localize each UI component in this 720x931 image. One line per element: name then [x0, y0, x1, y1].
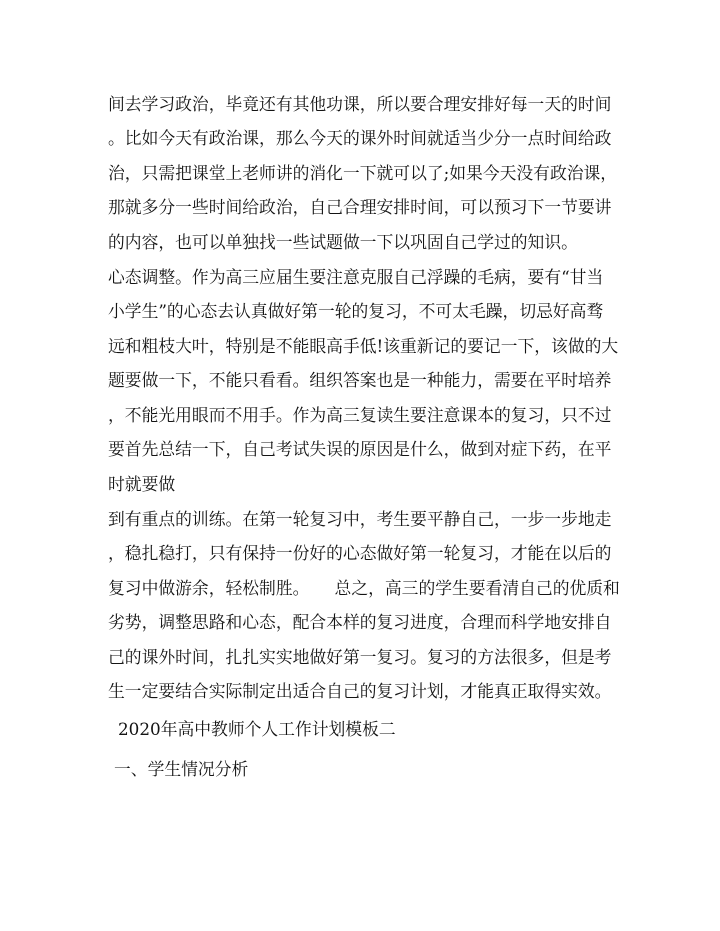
body-text-line: 远和粗枝大叶，特别是不能眼高手低!该重新记的要记一下，该做的大	[108, 336, 619, 356]
subsection-heading: 一、学生情况分析	[114, 759, 249, 779]
body-text-line: 己的课外时间，扎扎实实地做好第一复习。复习的方法很多，但是考	[108, 647, 612, 667]
body-text-line: 心态调整。作为高三应届生要注意克服自己浮躁的毛病，要有“甘当	[108, 267, 604, 287]
body-text-line: 的内容，也可以单独找一些试题做一下以巩固自己学过的知识。	[108, 232, 578, 252]
body-text-line: 小学生”的心态去认真做好第一轮的复习，不可太毛躁，切忌好高骛	[108, 301, 604, 321]
body-text-line: 时就要做	[108, 474, 176, 494]
body-text-line: 间去学习政治，毕竟还有其他功课，所以要合理安排好每一天的时间	[108, 94, 612, 114]
body-text-line: ，不能光用眼而不用手。作为高三复读生要注意课本的复习，只不过	[108, 405, 612, 425]
body-text-line: 劣势，调整思路和心态，配合本样的复习进度，合理而科学地安排自	[108, 612, 612, 632]
body-text-line: 治，只需把课堂上老师讲的消化一下就可以了;如果今天没有政治课，	[108, 163, 618, 183]
body-text-line: 。比如今天有政治课，那么今天的课外时间就适当少分一点时间给政	[108, 128, 612, 148]
body-text-line: 到有重点的训练。在第一轮复习中，考生要平静自己，一步一步地走	[108, 509, 612, 529]
body-text-line: ，稳扎稳打，只有保持一份好的心态做好第一轮复习，才能在以后的	[108, 543, 612, 563]
body-text-line: 复习中做游余，轻松制胜。 总之，高三的学生要看清自己的优质和	[108, 578, 620, 598]
body-text-line: 题要做一下，不能只看看。组织答案也是一种能力，需要在平时培养	[108, 370, 612, 390]
body-text-line: 生一定要结合实际制定出适合自己的复习计划，才能真正取得实效。	[108, 681, 612, 701]
body-text-line: 那就多分一些时间给政治，自己合理安排时间，可以预习下一节要讲	[108, 197, 612, 217]
body-text-line: 要首先总结一下，自己考试失误的原因是什么，做到对症下药，在平	[108, 439, 612, 459]
section-heading: 2020年高中教师个人工作计划模板二	[118, 719, 396, 739]
